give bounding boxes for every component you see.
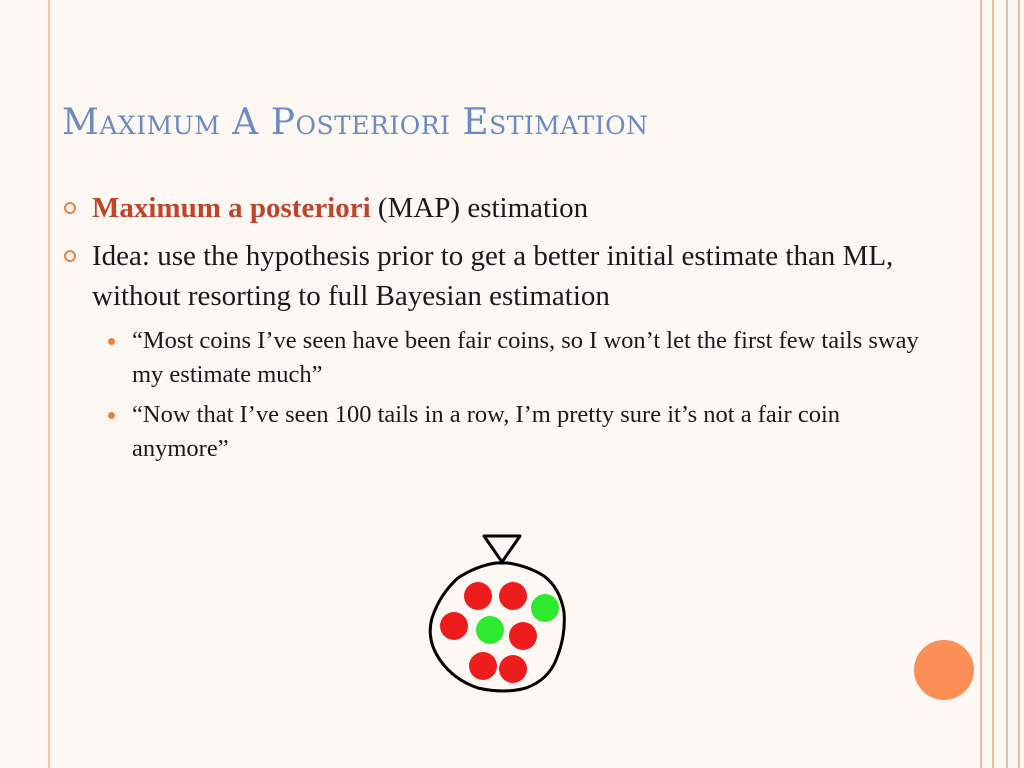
- bullet-marker-icon: [64, 202, 76, 214]
- slide-title: Maximum A Posteriori Estimation: [62, 102, 649, 143]
- bullet-item-1: [62, 188, 922, 228]
- green-ball-2: [476, 616, 504, 644]
- red-ball-1: [464, 582, 492, 610]
- bullet-2-text: Idea: use the hypothesis prior to get a better initial estimate than ML, without resorting to full Bayesian estimation: [92, 240, 894, 312]
- balls-group: [440, 582, 559, 683]
- right-border-line-2: [992, 0, 994, 768]
- bullet-item-2: [62, 236, 922, 316]
- red-ball-6: [499, 655, 527, 683]
- sub-bullet-2-text: “Now that I’ve seen 100 tails in a row, I’m pretty sure it’s not a fair coin anymore”: [132, 401, 841, 462]
- red-ball-5: [469, 652, 497, 680]
- sub-bullet-marker-icon: [108, 412, 115, 419]
- red-ball-4: [509, 622, 537, 650]
- sub-bullet-item-2: [104, 398, 922, 466]
- bag-tie-knot: [484, 536, 520, 562]
- sub-bullet-marker-icon: [108, 338, 115, 345]
- right-border-line-3: [1006, 0, 1008, 768]
- sub-bullet-item-1: [104, 324, 922, 392]
- green-ball-1: [531, 594, 559, 622]
- bullet-1-highlight: Maximum a posteriori: [92, 192, 371, 224]
- red-ball-3: [440, 612, 468, 640]
- bag-of-balls-illustration: [418, 530, 578, 700]
- bullet-1-text: (MAP) estimation: [370, 192, 589, 224]
- right-border-line-1: [980, 0, 982, 768]
- decorative-orange-circle: [914, 640, 974, 700]
- bullet-marker-icon: [64, 250, 76, 262]
- sub-bullet-1-text: “Most coins I’ve seen have been fair coins, so I won’t let the first few tails sway my estimate much”: [132, 327, 919, 388]
- red-ball-2: [499, 582, 527, 610]
- slide-body: [62, 188, 922, 472]
- right-border-line-4: [1018, 0, 1020, 768]
- left-divider-line: [48, 0, 50, 768]
